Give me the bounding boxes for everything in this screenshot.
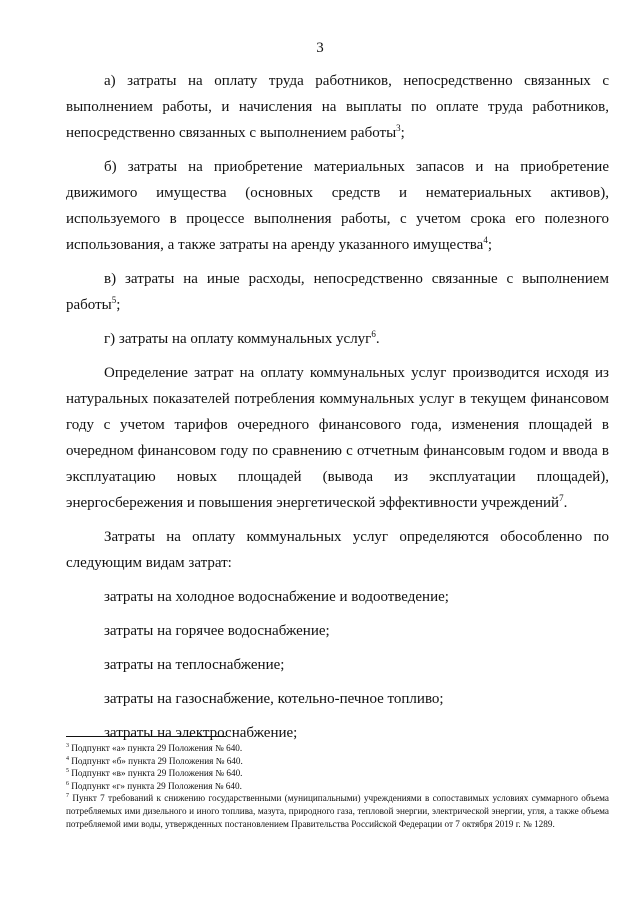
footnote: $^5$ Подпункт «в» пункта 29 Положения № 640.	[66, 768, 243, 779]
list-item: затраты на холодное водоснабжение и водоотведение;	[104, 589, 449, 605]
footnote-separator	[66, 736, 226, 737]
footnote: $^6$ Подпункт «г» пункта 29 Положения № 640.	[66, 780, 242, 791]
paragraph-a: а) затраты на оплату труда работников, непосредственно связанных с выполнением работы, и начисления на выплаты по оплате труда работников, непосредственно связанных с выполнением работы$^3$;	[66, 73, 609, 141]
paragraph-utilities-definition: Определение затрат на оплату коммунальных услуг производится исходя из натуральных показателей потребления коммунальных услуг в текущем финансовом году с учетом тарифов очередного финансового года, изменения площадей в очередном финансовом году по сравнению с отчетным финансовым годом и ввода в эксплуатацию новых площадей (вывода из эксплуатации площадей), энергосбережения и повышения энергетической эффективности учреждений$^7$.	[66, 365, 609, 511]
list-item: затраты на горячее водоснабжение;	[104, 623, 330, 639]
footnote: $^7$ Пункт 7 требований к снижению государственными (муниципальными) учреждениями в сопоставимых условиях суммарного объема потребляемых ими дизельного и иного топлива, мазута, природного газа, тепловой энергии, электрической энергии, угля, а также объема потребляемой ими воды, утвержденных постановлением Правительства Российской Федерации от 7 октября 2019 г. № 1289.	[66, 793, 610, 829]
footnote-ref-4[interactable]: 4	[483, 235, 488, 245]
footnote-ref-6[interactable]: 6	[371, 329, 376, 339]
list-item: затраты на теплоснабжение;	[104, 657, 285, 673]
footnote: $^3$ Подпункт «а» пункта 29 Положения № 640.	[66, 742, 243, 753]
page-number: 3	[316, 40, 324, 56]
document-body	[66, 68, 609, 754]
paragraph-c: в) затраты на иные расходы, непосредственно связанные с выполнением работы$^5$;	[66, 271, 609, 313]
footnote: $^4$ Подпункт «б» пункта 29 Положения № 640.	[66, 755, 243, 766]
footnote-ref-7[interactable]: 7	[559, 493, 564, 503]
paragraph-b: б) затраты на приобретение материальных запасов и на приобретение движимого имущества (основных средств и нематериальных активов), используемого в процессе выполнения работы, с учетом срока его полезного использования, а также затраты на аренду указанного имущества$^4$;	[66, 159, 609, 253]
list-item: затраты на электроснабжение;	[104, 725, 298, 741]
footnote-ref-3[interactable]: 3	[396, 123, 401, 133]
footnote-ref-5[interactable]: 5	[111, 295, 117, 305]
footnotes	[66, 742, 609, 830]
list-item: затраты на газоснабжение, котельно-печное топливо;	[104, 691, 444, 707]
paragraph-d: г) затраты на оплату коммунальных услуг$^6$.	[104, 329, 380, 347]
paragraph-utilities-types: Затраты на оплату коммунальных услуг определяются обособленно по следующим видам затрат:	[66, 529, 609, 571]
